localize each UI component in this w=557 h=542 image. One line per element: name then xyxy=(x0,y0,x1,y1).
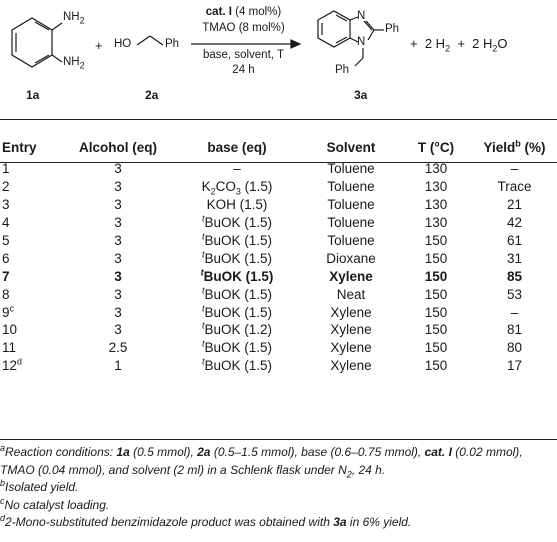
cell-solvent: Xylene xyxy=(330,304,372,320)
cell-yield: 81 xyxy=(506,322,523,338)
cell-entry: 9$^c$ xyxy=(2,303,15,320)
cell-entry: 6 xyxy=(2,250,10,266)
header-yield: Yield$^b$ (%) xyxy=(483,138,546,155)
cell-yield: 42 xyxy=(506,215,523,231)
cell-solvent: Toluene xyxy=(327,161,375,177)
cell-alcohol: 2.5 xyxy=(108,340,128,356)
cell-base: $K_2CO_3$ (1.5) xyxy=(201,179,273,198)
cell-base: $^t$BuOK (1.5) xyxy=(201,231,273,248)
cell-alcohol: 3 xyxy=(114,161,122,177)
cell-temperature: 150 xyxy=(424,304,448,320)
cell-entry: 4 xyxy=(2,215,10,231)
cell-solvent: Xylene xyxy=(329,268,373,284)
cell-alcohol: 3 xyxy=(114,233,122,248)
cell-temperature: 130 xyxy=(424,215,448,231)
compound-label-3a: 3a xyxy=(354,88,368,102)
plus-sign: + xyxy=(95,38,103,53)
table-row xyxy=(0,196,557,214)
table-footnotes xyxy=(0,444,557,532)
cell-yield: Trace xyxy=(497,179,532,195)
table-row xyxy=(0,285,557,303)
header-alcohol: Alcohol (eq) xyxy=(79,139,157,155)
catalyst-condition: cat. I (4 mol%) xyxy=(205,6,282,18)
footnote-b: $^b$Isolated yield. xyxy=(0,478,79,495)
cell-alcohol: 3 xyxy=(114,250,122,266)
cell-yield: 17 xyxy=(506,358,523,374)
header-bottom-rule xyxy=(0,162,557,163)
cell-alcohol: 3 xyxy=(114,268,122,284)
table-header-row xyxy=(0,134,557,160)
cell-yield: – xyxy=(510,304,519,320)
cell-base: $^t$BuOK (1.5) xyxy=(201,303,273,320)
table-row xyxy=(0,267,557,285)
cell-temperature: 150 xyxy=(424,358,448,374)
compound-label-2a: 2a xyxy=(145,88,159,102)
cell-yield: 85 xyxy=(506,268,523,284)
cell-yield: 61 xyxy=(506,233,523,248)
optimization-table xyxy=(0,134,557,375)
benzimidazole-structure xyxy=(318,11,384,66)
cell-solvent: Toluene xyxy=(327,197,375,213)
cell-yield: 21 xyxy=(506,197,523,213)
table-row xyxy=(0,232,557,250)
table-row xyxy=(0,178,557,196)
cell-base: $^t$BuOK (1.5) xyxy=(201,356,273,374)
cell-solvent: Xylene xyxy=(330,322,372,338)
benzyl-alcohol-structure xyxy=(137,36,163,45)
cell-base: $^t$BuOK (1.5) xyxy=(201,249,273,266)
cell-entry: 2 xyxy=(2,179,10,195)
cell-entry: 3 xyxy=(2,197,10,213)
time-condition: 24 h xyxy=(232,64,255,76)
cell-temperature: 150 xyxy=(424,233,448,248)
cell-base: – xyxy=(233,161,241,177)
cell-yield: – xyxy=(510,161,519,177)
table-bottom-rule xyxy=(0,439,557,440)
table-row xyxy=(0,321,557,339)
cell-temperature: 150 xyxy=(424,340,448,356)
cell-entry: 12$^d$ xyxy=(2,356,23,374)
cell-solvent: Toluene xyxy=(327,179,375,195)
table-row xyxy=(0,214,557,232)
header-entry: Entry xyxy=(2,139,37,155)
cell-base: $^t$BuOK (1.2) xyxy=(201,320,273,338)
cell-alcohol: 3 xyxy=(114,197,122,213)
table-row xyxy=(0,357,557,375)
footnote-d: $^d$2-Mono-substituted benzimidazole product was obtained with 3a in 6% yield. xyxy=(0,513,412,530)
cell-alcohol: 3 xyxy=(114,286,122,302)
diamine-structure xyxy=(12,18,62,67)
table-row xyxy=(0,339,557,357)
cell-solvent: Dioxane xyxy=(326,250,376,266)
cell-entry: 11 xyxy=(2,340,17,356)
table-row xyxy=(0,303,557,321)
byproducts: + 2 $H_2 + 2$ $H_2O$ xyxy=(410,36,508,54)
cell-alcohol: 3 xyxy=(114,322,122,338)
phenyl-label: Ph xyxy=(165,38,180,50)
footnote-a: $^a$Reaction conditions: 1a (0.5 mmol), 2a (0.5–1.5 mmol), base (0.6–0.75 mmol), cat. I (0.02 mmol), TMAO (0.04 mmol), and solvent (2 ml) in a Schlenk flask under $N_2$, 24 h. xyxy=(0,443,523,479)
cell-solvent: Xylene xyxy=(330,358,372,374)
cell-base: $^t$BuOK (1.5) xyxy=(201,285,273,302)
cell-solvent: Neat xyxy=(336,286,366,302)
cell-base: $^t$BuOK (1.5) xyxy=(201,213,273,231)
cell-base: KOH (1.5) xyxy=(206,197,268,213)
cell-temperature: 130 xyxy=(424,161,448,177)
cell-entry: 8 xyxy=(2,286,10,302)
cell-temperature: 130 xyxy=(424,197,448,213)
cell-entry: 7 xyxy=(2,268,10,284)
cell-entry: 5 xyxy=(2,233,10,248)
amine-top-label: $NH_2$ xyxy=(63,11,85,26)
cell-solvent: Xylene xyxy=(330,340,372,356)
cell-base: $^t$BuOK (1.5) xyxy=(200,267,274,284)
compound-label-1a: 1a xyxy=(26,88,40,102)
cell-yield: 80 xyxy=(506,340,523,356)
reaction-arrow xyxy=(191,40,300,48)
reaction-scheme xyxy=(0,0,557,120)
cell-solvent: Toluene xyxy=(327,215,375,231)
product-n-bottom: N xyxy=(357,36,366,48)
header-temperature: T (°C) xyxy=(417,139,455,155)
base-solvent-condition: base, solvent, T xyxy=(203,49,284,61)
hydroxyl-label: HO xyxy=(114,38,132,50)
product-n-top: N xyxy=(357,10,366,22)
cell-temperature: 150 xyxy=(424,268,448,284)
cell-entry: 10 xyxy=(2,322,18,338)
cell-temperature: 150 xyxy=(424,322,448,338)
cell-solvent: Toluene xyxy=(327,233,375,248)
product-benzyl-phenyl: Ph xyxy=(335,64,350,76)
amine-bottom-label: $NH_2$ xyxy=(63,56,85,71)
cell-base: $^t$BuOK (1.5) xyxy=(201,338,273,356)
cell-temperature: 130 xyxy=(424,179,448,195)
cell-alcohol: 1 xyxy=(114,358,122,374)
table-top-rule xyxy=(0,119,557,120)
header-base: base (eq) xyxy=(207,139,267,155)
cell-alcohol: 3 xyxy=(114,304,122,320)
product-phenyl: Ph xyxy=(385,23,400,35)
cell-temperature: 150 xyxy=(424,286,448,302)
cell-alcohol: 3 xyxy=(114,215,122,231)
footnote-c: $^c$No catalyst loading. xyxy=(0,495,110,512)
cell-alcohol: 3 xyxy=(114,179,122,195)
additive-condition: TMAO (8 mol%) xyxy=(202,22,285,34)
table-row xyxy=(0,249,557,267)
cell-yield: 31 xyxy=(506,250,523,266)
cell-entry: 1 xyxy=(2,161,10,177)
cell-yield: 53 xyxy=(506,286,523,302)
header-solvent: Solvent xyxy=(326,139,376,155)
cell-temperature: 150 xyxy=(424,250,448,266)
